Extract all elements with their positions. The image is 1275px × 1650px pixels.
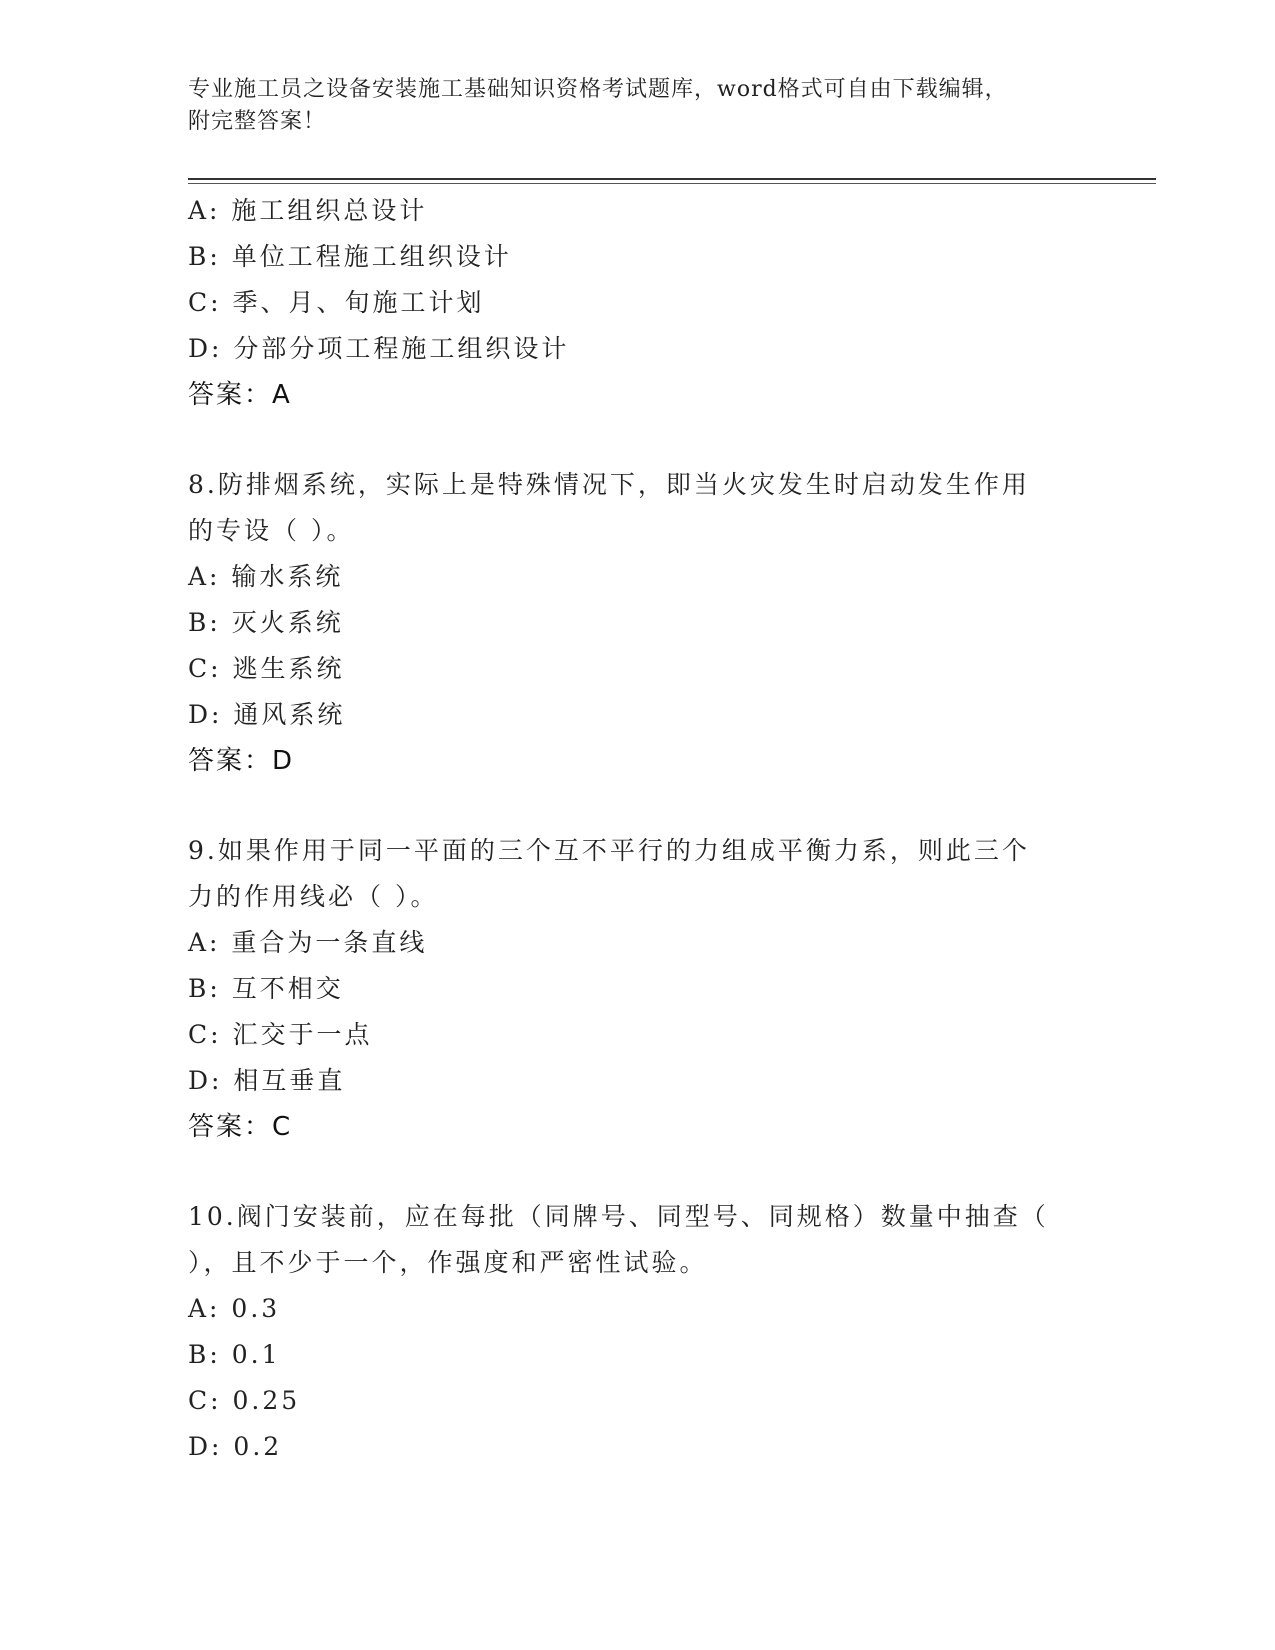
option-d: D: 相互垂直 (188, 1066, 346, 1095)
question-stem-line-1: 10.阀门安装前，应在每批（同牌号、同型号、同规格）数量中抽查（ (188, 1202, 1049, 1231)
option-b: B: 0.1 (188, 1340, 281, 1369)
option-c: C: 汇交于一点 (188, 1020, 373, 1049)
question-stem-line-1: 8.防排烟系统，实际上是特殊情况下，即当火灾发生时启动发生作用 (188, 470, 1030, 499)
option-b: B: 互不相交 (188, 974, 344, 1003)
option-b: B: 单位工程施工组织设计 (188, 242, 512, 271)
answer-text: 答案：D (188, 746, 295, 776)
option-d: D: 分部分项工程施工组织设计 (188, 334, 570, 363)
answer-text: 答案：A (188, 380, 292, 410)
question-stem-line-2: 的专设（ ）。 (188, 516, 355, 545)
header-line-1: 专业施工员之设备安装施工基础知识资格考试题库，word格式可自由下载编辑， (188, 77, 1008, 102)
option-c: C: 季、月、旬施工计划 (188, 288, 485, 317)
option-c: C: 逃生系统 (188, 654, 345, 683)
option-d: D: 通风系统 (188, 700, 346, 729)
header-divider-thin (188, 183, 1156, 184)
question-stem-line-2: 力的作用线必（ ）。 (188, 882, 439, 911)
question-7-options (188, 188, 1088, 418)
option-a: A: 输水系统 (188, 562, 344, 591)
option-c: C: 0.25 (188, 1386, 301, 1415)
question-10 (188, 1194, 1088, 1470)
header-divider-thick (188, 178, 1156, 180)
question-stem-line-1: 9.如果作用于同一平面的三个互不平行的力组成平衡力系，则此三个 (188, 836, 1030, 865)
option-b: B: 灭火系统 (188, 608, 344, 637)
answer-text: 答案：C (188, 1112, 293, 1142)
question-8 (188, 462, 1088, 784)
question-stem-line-2: ），且不少于一个，作强度和严密性试验。 (188, 1248, 708, 1277)
document-header (188, 74, 1068, 138)
question-9 (188, 828, 1088, 1150)
option-a: A: 施工组织总设计 (188, 196, 428, 225)
option-a: A: 0.3 (188, 1294, 281, 1323)
question-list (188, 188, 1088, 1470)
option-d: D: 0.2 (188, 1432, 283, 1461)
header-line-2: 附完整答案！ (188, 109, 327, 134)
option-a: A: 重合为一条直线 (188, 928, 428, 957)
